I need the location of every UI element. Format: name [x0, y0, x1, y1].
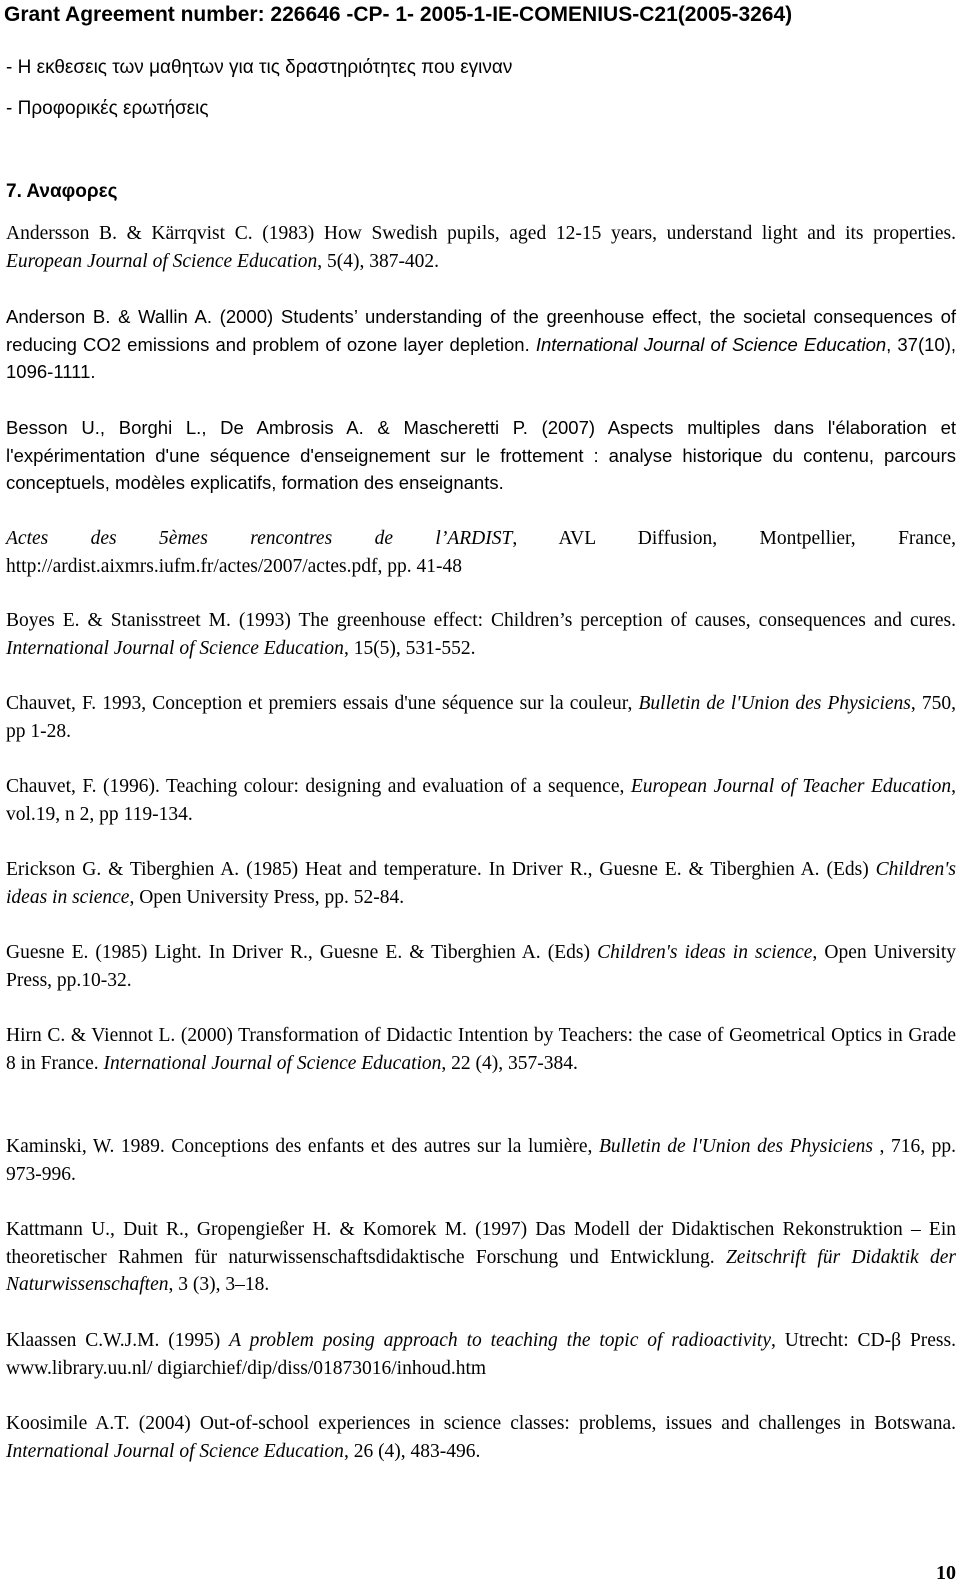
reference-item: Chauvet, F. 1993, Conception et premiers essais d'une séquence sur la couleur, Bulletin de l'Union des Physiciens, 750, pp 1-28.: [6, 693, 957, 742]
reference-item: Andersson B. & Kärrqvist C. (1983) How Swedish pupils, aged 12-15 years, understand light and its properties. European Journal of Science Education, 5(4), 387-402.: [6, 223, 956, 272]
reference-item: Hirn C. & Viennot L. (2000) Transformation of Didactic Intention by Teachers: the case of Geometrical Optics in Grade 8 in France. International Journal of Science Education, 22 (4), 357-384.: [6, 1025, 956, 1074]
section-title: 7. Αναφορες: [6, 181, 118, 202]
reference-item: Kattmann U., Duit R., Gropengießer H. & Komorek M. (1997) Das Modell der Didaktischen Rekonstruktion – Ein theoretischer Rahmen für naturwissenschaftsdidaktische Forschung und Entwicklung. Zeitschrift für Didaktik der Naturwissenschaften, 3 (3), 3–18.: [6, 1219, 956, 1295]
reference-item: Kaminski, W. 1989. Conceptions des enfants et des autres sur la lumière, Bulletin de l'Union des Physiciens , 716, pp. 973-996.: [6, 1136, 956, 1185]
reference-item: Boyes E. & Stanisstreet M. (1993) The greenhouse effect: Children’s perception of causes, consequences and cures. International Journal of Science Education, 15(5), 531-552.: [6, 610, 956, 659]
reference-item: Anderson B. & Wallin A. (2000) Students’ understanding of the greenhouse effect, the societal consequences of reducing CO2 emissions and problem of ozone layer depletion. International Journal of Science Education, 37(10), 1096-1111.: [6, 306, 956, 382]
reference-item: Klaassen C.W.J.M. (1995) A problem posing approach to teaching the topic of radioactivity, Utrecht: CD-β Press. www.library.uu.nl/ digiarchief/dip/diss/01873016/inhoud.htm: [6, 1330, 956, 1379]
document-header: Grant Agreement number: 226646 -CP- 1- 2005-1-IE-COMENIUS-C21(2005-3264): [4, 3, 793, 26]
reference-item: Erickson G. & Tiberghien A. (1985) Heat and temperature. In Driver R., Guesne E. & Tiberghien A. (Eds) Children's ideas in science, Open University Press, pp. 52-84.: [6, 859, 956, 908]
reference-item: Guesne E. (1985) Light. In Driver R., Guesne E. & Tiberghien A. (Eds) Children's ideas in science, Open University Press, pp.10-32.: [6, 942, 957, 991]
reference-item: Actes des 5èmes rencontres de l’ARDIST, AVL Diffusion, Montpellier, France, http://ardist.aixmrs.iufm.fr/actes/2007/actes.pdf, pp. 41-48: [6, 528, 956, 577]
reference-item: Koosimile A.T. (2004) Out-of-school experiences in science classes: problems, issues and challenges in Botswana. International Journal of Science Education, 26 (4), 483-496.: [6, 1413, 956, 1462]
page-number: 10: [936, 1562, 956, 1584]
reference-item: Besson U., Borghi L., De Ambrosis A. & Mascheretti P. (2007) Aspects multiples dans l'élaboration et l'expérimentation d'une séquence d'enseignement sur le frottement : analyse historique du contenu, parcours conceptuels, modèles explicatifs, formation des enseignants.: [6, 417, 956, 493]
bullet-student-reports: - Η εκθεσεις των μαθητων για τις δραστηριότητες που εγιναν: [6, 57, 513, 78]
bullet-oral-questions: - Προφορικές ερωτήσεις: [6, 98, 209, 119]
reference-item: Chauvet, F. (1996). Teaching colour: designing and evaluation of a sequence, European Journal of Teacher Education, vol.19, n 2, pp 119-134.: [6, 776, 956, 825]
